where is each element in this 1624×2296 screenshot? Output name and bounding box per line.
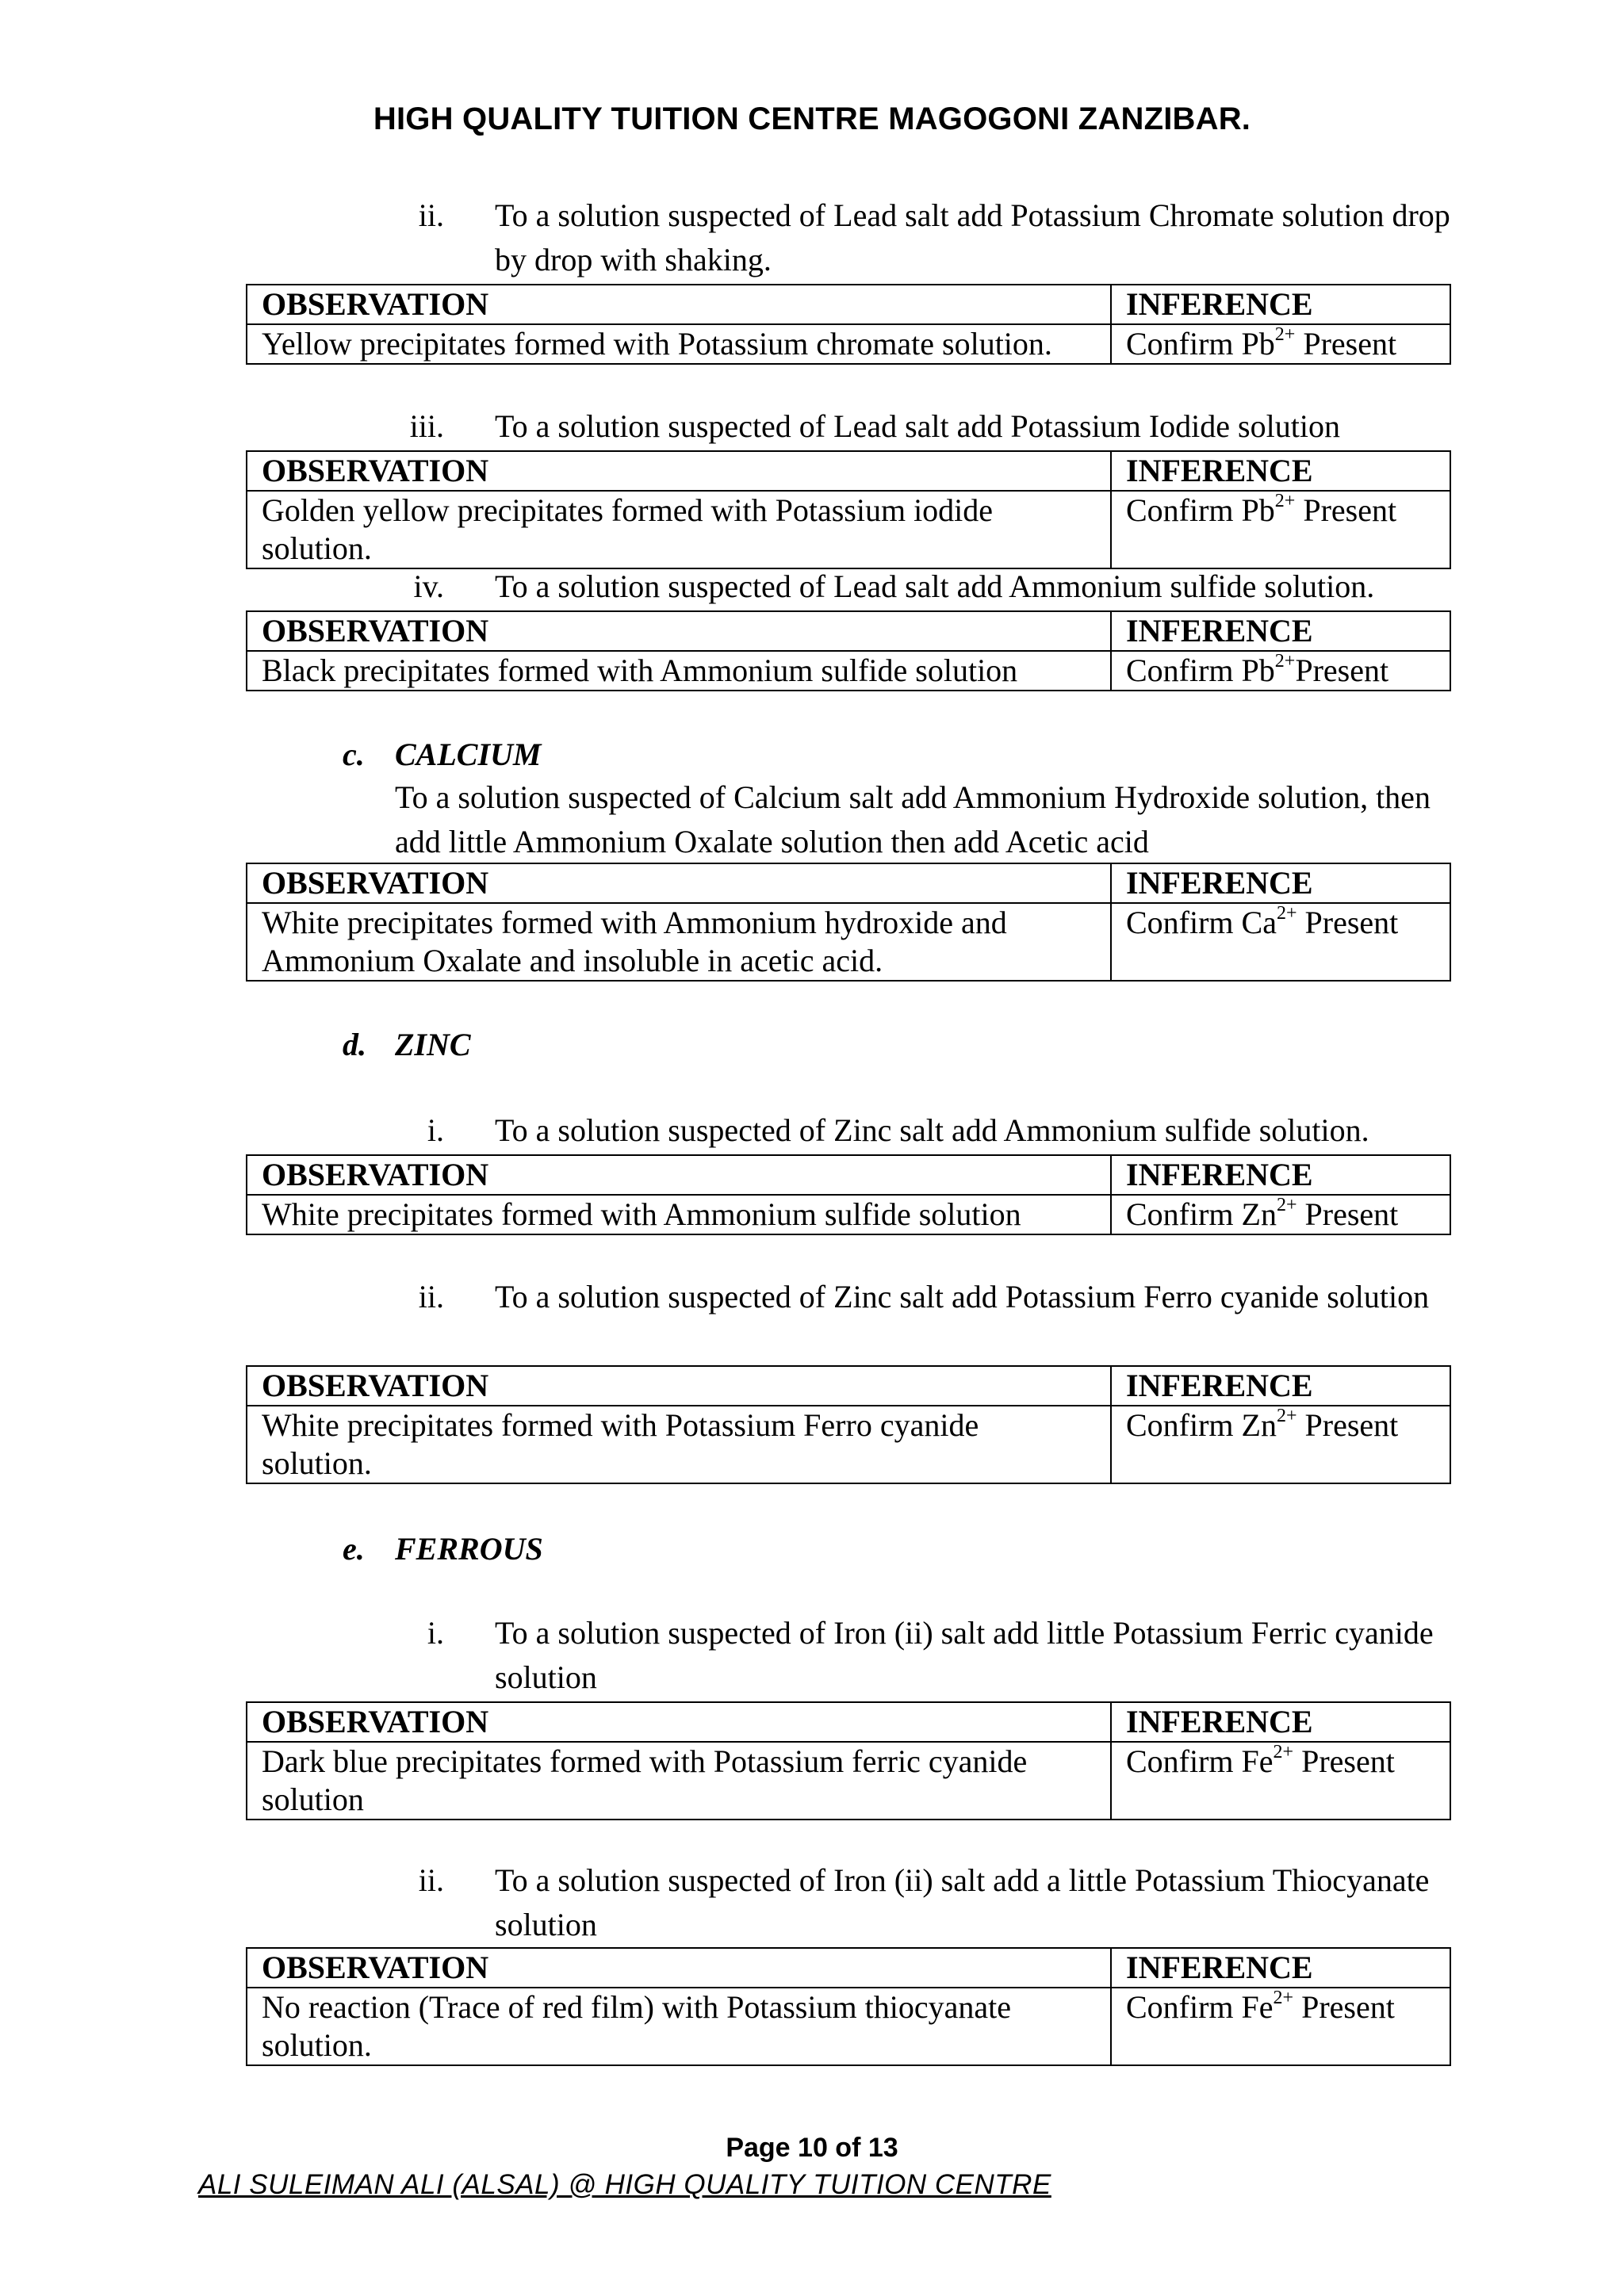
inference-cell (1111, 1742, 1450, 1820)
charge-superscript: 2+ (1274, 650, 1296, 672)
table-row (247, 491, 1450, 568)
observation-cell: White precipitates formed with Ammonium sulfide solution (247, 1195, 1111, 1234)
inference-header: INFERENCE (1111, 863, 1450, 903)
observation-header: OBSERVATION (247, 1366, 1111, 1406)
table-header-row (247, 1948, 1450, 1988)
observation-header: OBSERVATION (247, 1702, 1111, 1742)
inference-cell (1111, 1195, 1450, 1234)
section-letter: d. (343, 1027, 366, 1062)
step-number: iv. (413, 568, 444, 604)
inference-cell (1111, 491, 1450, 568)
zinc-i-table (246, 1154, 1451, 1235)
inference-header: INFERENCE (1111, 1155, 1450, 1195)
inference-cell (1111, 1988, 1450, 2065)
section-title: ZINC (395, 1027, 471, 1062)
step-text: To a solution suspected of Lead salt add Potassium Chromate solution drop by drop with shaking. (495, 197, 1450, 277)
inference-suffix: Present (1295, 326, 1397, 362)
inference-suffix: Present (1293, 1989, 1395, 2025)
inference-text: Confirm Zn (1126, 1196, 1277, 1232)
document-header: HIGH QUALITY TUITION CENTRE MAGOGONI ZANZIBAR. (373, 101, 1251, 136)
lead-ii-table (246, 284, 1451, 365)
inference-text: Confirm Pb (1126, 492, 1275, 528)
calcium-procedure: To a solution suspected of Calcium salt add Ammonium Hydroxide solution, then add little Ammonium Oxalate solution then add Acetic acid (395, 779, 1431, 859)
inference-header: INFERENCE (1111, 611, 1450, 651)
table-row (247, 903, 1450, 981)
inference-suffix: Present (1295, 652, 1389, 688)
observation-cell: White precipitates formed with Ammonium hydroxide and Ammonium Oxalate and insoluble in acetic acid. (247, 903, 1111, 981)
step-number: ii. (418, 197, 444, 233)
inference-cell (1111, 651, 1450, 691)
table-row (247, 1988, 1450, 2065)
section-letter: c. (343, 737, 365, 772)
inference-suffix: Present (1293, 1743, 1395, 1779)
charge-superscript: 2+ (1276, 902, 1297, 924)
table-header-row (247, 285, 1450, 324)
inference-text: Confirm Ca (1126, 905, 1277, 940)
step-number: i. (427, 1615, 444, 1651)
table-row (247, 1406, 1450, 1483)
section-title: FERROUS (395, 1531, 543, 1567)
inference-text: Confirm Fe (1126, 1989, 1274, 2025)
table-header-row (247, 451, 1450, 491)
calcium-table (246, 863, 1451, 982)
observation-header: OBSERVATION (247, 611, 1111, 651)
table-header-row (247, 1702, 1450, 1742)
inference-header: INFERENCE (1111, 1702, 1450, 1742)
charge-superscript: 2+ (1273, 1987, 1294, 2008)
observation-header: OBSERVATION (247, 451, 1111, 491)
table-row (247, 1742, 1450, 1820)
step-number: i. (427, 1112, 444, 1148)
inference-text: Confirm Pb (1126, 326, 1275, 362)
inference-cell (1111, 1406, 1450, 1483)
inference-cell (1111, 324, 1450, 364)
charge-superscript: 2+ (1273, 1741, 1294, 1762)
ferrous-i-table (246, 1701, 1451, 1820)
observation-cell: Golden yellow precipitates formed with Potassium iodide solution. (247, 491, 1111, 568)
observation-header: OBSERVATION (247, 863, 1111, 903)
inference-suffix: Present (1295, 492, 1397, 528)
table-header-row (247, 863, 1450, 903)
table-row (247, 651, 1450, 691)
section-title: CALCIUM (395, 737, 542, 772)
inference-suffix: Present (1297, 905, 1399, 940)
table-header-row (247, 1155, 1450, 1195)
step-number: ii. (418, 1279, 444, 1314)
table-row (247, 1195, 1450, 1234)
inference-text: Confirm Fe (1126, 1743, 1274, 1779)
observation-cell: No reaction (Trace of red film) with Potassium thiocyanate solution. (247, 1988, 1111, 2065)
inference-suffix: Present (1297, 1196, 1399, 1232)
step-text: To a solution suspected of Iron (ii) salt add little Potassium Ferric cyanide solution (495, 1615, 1434, 1695)
charge-superscript: 2+ (1274, 323, 1296, 345)
section-letter: e. (343, 1531, 365, 1567)
inference-cell (1111, 903, 1450, 981)
observation-header: OBSERVATION (247, 285, 1111, 324)
inference-text: Confirm Zn (1126, 1407, 1277, 1443)
table-header-row (247, 1366, 1450, 1406)
page-number: Page 10 of 13 (726, 2133, 898, 2163)
step-text: To a solution suspected of Lead salt add Ammonium sulfide solution. (495, 568, 1375, 604)
observation-cell: Black precipitates formed with Ammonium sulfide solution (247, 651, 1111, 691)
step-text: To a solution suspected of Iron (ii) salt add a little Potassium Thiocyanate solution (495, 1862, 1430, 1942)
charge-superscript: 2+ (1276, 1405, 1297, 1426)
inference-header: INFERENCE (1111, 1948, 1450, 1988)
inference-suffix: Present (1297, 1407, 1399, 1443)
table-row (247, 324, 1450, 364)
inference-header: INFERENCE (1111, 1366, 1450, 1406)
zinc-ii-table (246, 1365, 1451, 1484)
observation-header: OBSERVATION (247, 1155, 1111, 1195)
observation-header: OBSERVATION (247, 1948, 1111, 1988)
inference-text: Confirm Pb (1126, 652, 1275, 688)
charge-superscript: 2+ (1274, 490, 1296, 511)
step-text: To a solution suspected of Zinc salt add Potassium Ferro cyanide solution (495, 1279, 1430, 1314)
charge-superscript: 2+ (1276, 1194, 1297, 1215)
step-text: To a solution suspected of Lead salt add Potassium Iodide solution (495, 408, 1340, 444)
step-number: ii. (418, 1862, 444, 1898)
observation-cell: Yellow precipitates formed with Potassium chromate solution. (247, 324, 1111, 364)
step-text: To a solution suspected of Zinc salt add Ammonium sulfide solution. (495, 1112, 1369, 1148)
inference-header: INFERENCE (1111, 451, 1450, 491)
table-header-row (247, 611, 1450, 651)
inference-header: INFERENCE (1111, 285, 1450, 324)
lead-iii-table (246, 450, 1451, 569)
observation-cell: White precipitates formed with Potassium Ferro cyanide solution. (247, 1406, 1111, 1483)
footer-credit: ALI SULEIMAN ALI (ALSAL) @ HIGH QUALITY TUITION CENTRE (198, 2169, 1051, 2200)
lead-iv-table (246, 610, 1451, 691)
step-number: iii. (409, 408, 444, 444)
observation-cell: Dark blue precipitates formed with Potassium ferric cyanide solution (247, 1742, 1111, 1820)
ferrous-ii-table (246, 1947, 1451, 2066)
